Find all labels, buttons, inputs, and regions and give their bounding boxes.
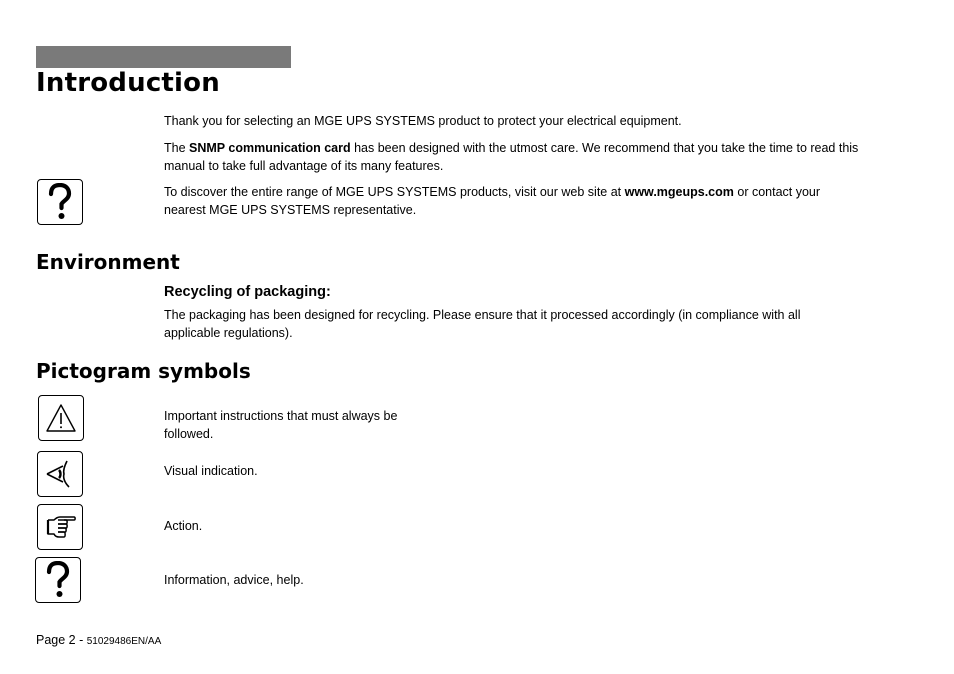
- document-reference: 51029486EN/AA: [86, 636, 162, 647]
- pictogram-text-information: Information, advice, help.: [164, 573, 304, 587]
- section-title-pictograms: Pictogram symbols: [36, 359, 251, 383]
- question-mark-icon: [37, 179, 83, 225]
- intro-paragraph-2: The SNMP communication card has been designed with the utmost care. We recommend that you take the time to read this manual to take full advantage of its many features.: [164, 141, 859, 173]
- website-link[interactable]: www.mgeups.com: [624, 185, 734, 199]
- page-footer: [36, 632, 161, 650]
- pictogram-text-warning: Important instructions that must always be followed.: [164, 409, 398, 441]
- section-title-environment: Environment: [36, 250, 180, 274]
- environment-paragraph: The packaging has been designed for recycling. Please ensure that it processed accordingly (in compliance with all applicable regulations).: [164, 308, 801, 340]
- question-mark-icon: [35, 557, 81, 603]
- section-title-introduction: Introduction: [36, 68, 220, 98]
- pictogram-text-action: Action.: [164, 519, 203, 533]
- subsection-title-recycling: Recycling of packaging:: [164, 284, 331, 300]
- eye-icon: [37, 451, 83, 497]
- intro-paragraph-3: To discover the entire range of MGE UPS SYSTEMS products, visit our web site at www.mgeups.com or contact your nearest MGE UPS SYSTEMS representative.: [164, 185, 821, 217]
- product-name: SNMP communication card: [189, 141, 351, 155]
- pointing-hand-icon: [37, 504, 83, 550]
- pictogram-text-visual: Visual indication.: [164, 464, 258, 478]
- intro-paragraph-1: Thank you for selecting an MGE UPS SYSTEMS product to protect your electrical equipment.: [164, 114, 682, 128]
- page-number: Page 2 -: [36, 633, 87, 647]
- warning-triangle-icon: [38, 395, 84, 441]
